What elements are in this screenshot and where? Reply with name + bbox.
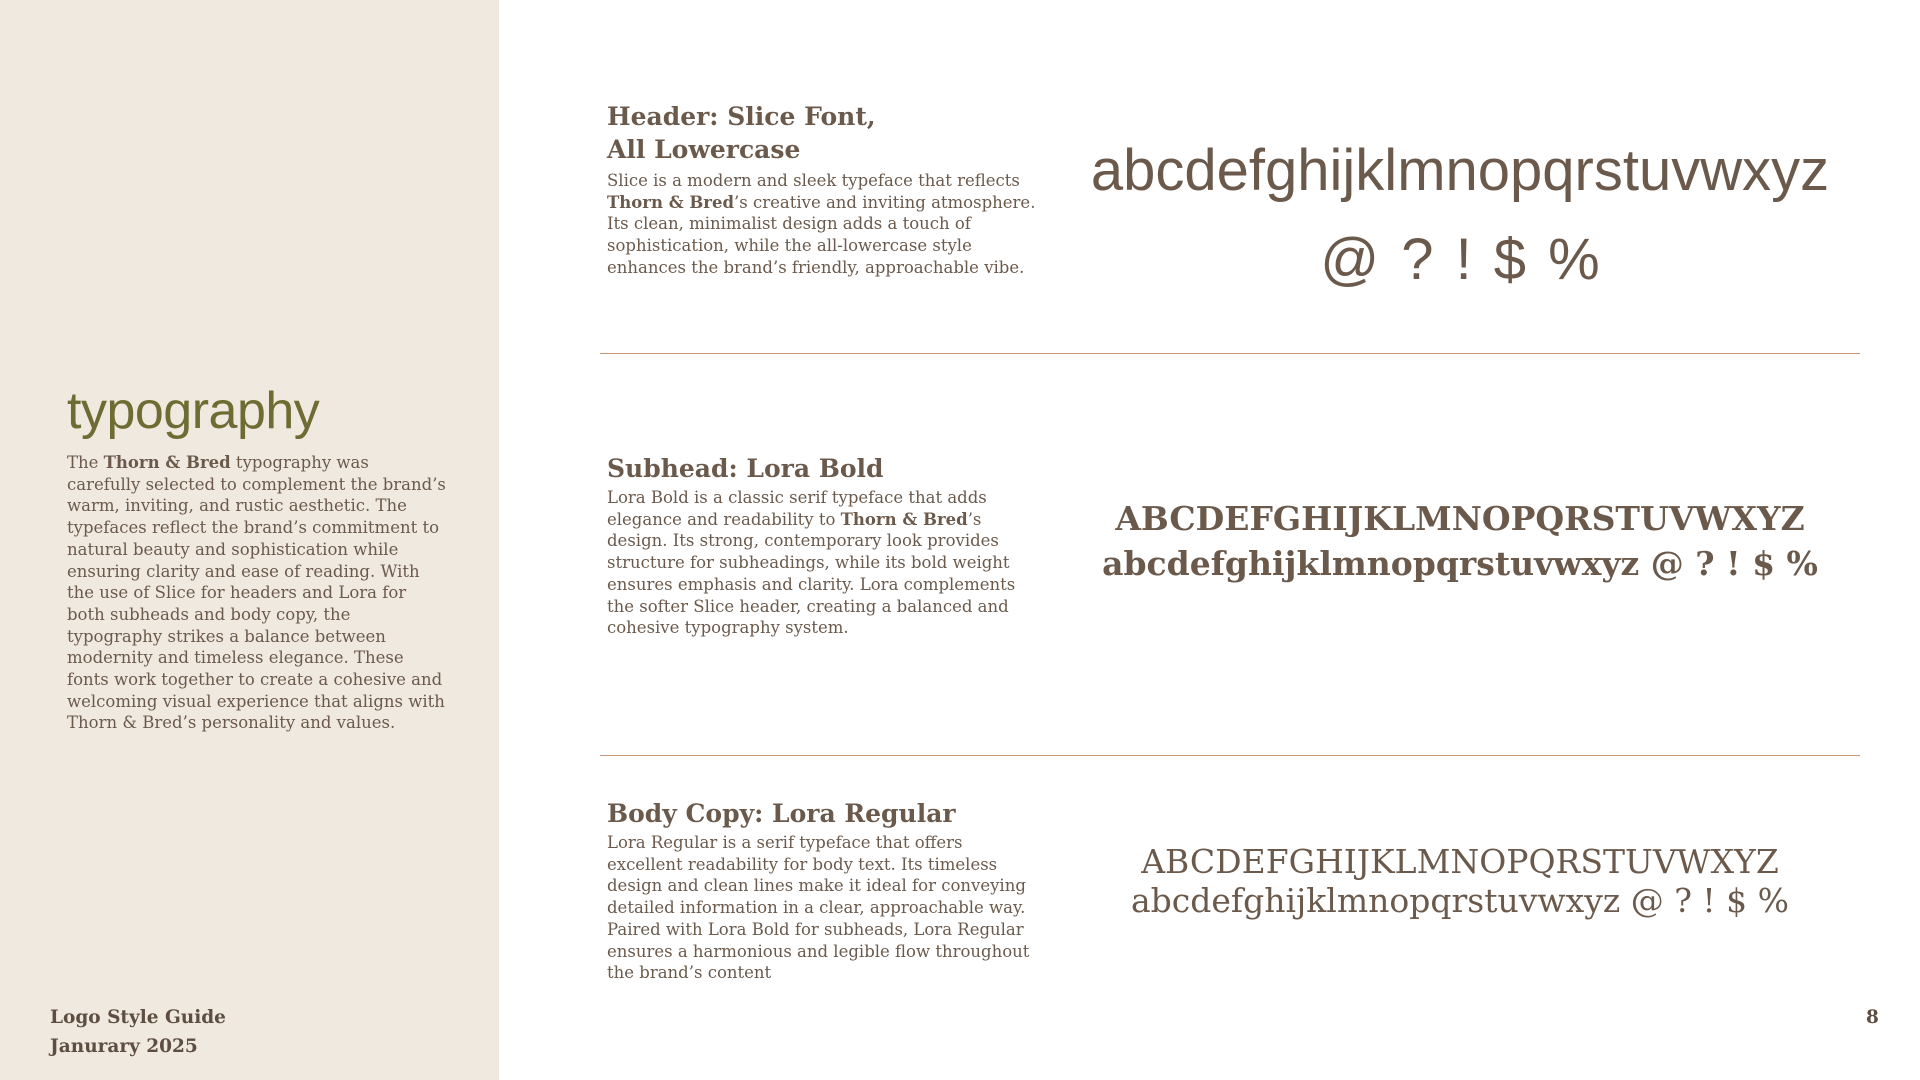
header-font-heading-line1: Header: Slice Font,: [607, 102, 876, 131]
desc-text-start: Lora Bold is a classic serif typeface that adds elegance and readability to: [607, 488, 987, 529]
subhead-font-sample-uppercase: ABCDEFGHIJKLMNOPQRSTUVWXYZ: [1115, 499, 1805, 538]
intro-text-rest: typography was carefully selected to complement the brand’s warm, inviting, and rustic aesthetic. The typefaces reflect the brand’s commitment to natural beauty and sophistication while ensuring clarity and ease of reading. With the use of Slice for headers and Lora for both subheads and body copy, the typography strikes a balance between modernity and timeless elegance. These fonts work together to create a cohesive and welcoming visual experience that aligns with Thorn & Bred’s personality and values.: [67, 453, 446, 733]
body-font-sample-uppercase: ABCDEFGHIJKLMNOPQRSTUVWXYZ: [1141, 842, 1779, 881]
footer-date: Janurary 2025: [50, 1036, 198, 1057]
section-divider: [600, 755, 1860, 756]
subhead-font-sample: [1060, 496, 1860, 586]
brand-name: Thorn & Bred: [607, 192, 735, 212]
header-font-sample-symbols: @ ? ! $ %: [1320, 227, 1600, 292]
body-font-sample: [1060, 842, 1860, 920]
desc-text-start: Slice is a modern and sleek typeface that reflects: [607, 171, 1020, 190]
subhead-font-description: [607, 487, 1037, 639]
intro-paragraph: [67, 452, 447, 734]
intro-text-start: The: [67, 453, 104, 472]
header-font-description: [607, 170, 1037, 279]
body-font-heading: Body Copy: Lora Regular: [607, 799, 956, 828]
document-footer: [50, 1003, 226, 1061]
header-font-sample-lowercase: abcdefghijklmnopqrstuvwxyz: [1090, 138, 1830, 203]
page-title: typography: [67, 382, 320, 440]
header-font-heading: [607, 100, 876, 166]
brand-name: Thorn & Bred: [103, 453, 231, 472]
header-font-heading-line2: All Lowercase: [607, 135, 801, 164]
body-font-sample-lowercase: abcdefghijklmnopqrstuvwxyz @ ? ! $ %: [1130, 881, 1790, 920]
brand-name: Thorn & Bred: [840, 509, 968, 529]
desc-text-rest: ’s design. Its strong, contemporary look provides structure for subheadings, while its bold weight ensures emphasis and clarity. Lora complements the softer Slice header, creating a balanced and cohesive typography system.: [607, 509, 1016, 638]
subhead-font-heading: Subhead: Lora Bold: [607, 454, 884, 483]
sidebar-panel: [0, 0, 499, 1080]
page-number: 8: [1866, 1007, 1879, 1028]
subhead-font-sample-lowercase: abcdefghijklmnopqrstuvwxyz @ ? ! $ %: [1102, 544, 1818, 583]
section-divider: [600, 353, 1860, 354]
footer-doc-title: Logo Style Guide: [50, 1007, 226, 1028]
body-font-description: Lora Regular is a serif typeface that offers excellent readability for body text. Its timeless design and clean lines make it ideal for conveying detailed information in a clear, approachable way. Paired with Lora Bold for subheads, Lora Regular ensures a harmonious and legible flow throughout the brand’s content: [607, 833, 1030, 983]
desc-text-rest: ’s creative and inviting atmosphere. Its clean, minimalist design adds a touch of sophistication, while the all-lowercase style enhances the brand’s friendly, approachable vibe.: [607, 192, 1036, 277]
